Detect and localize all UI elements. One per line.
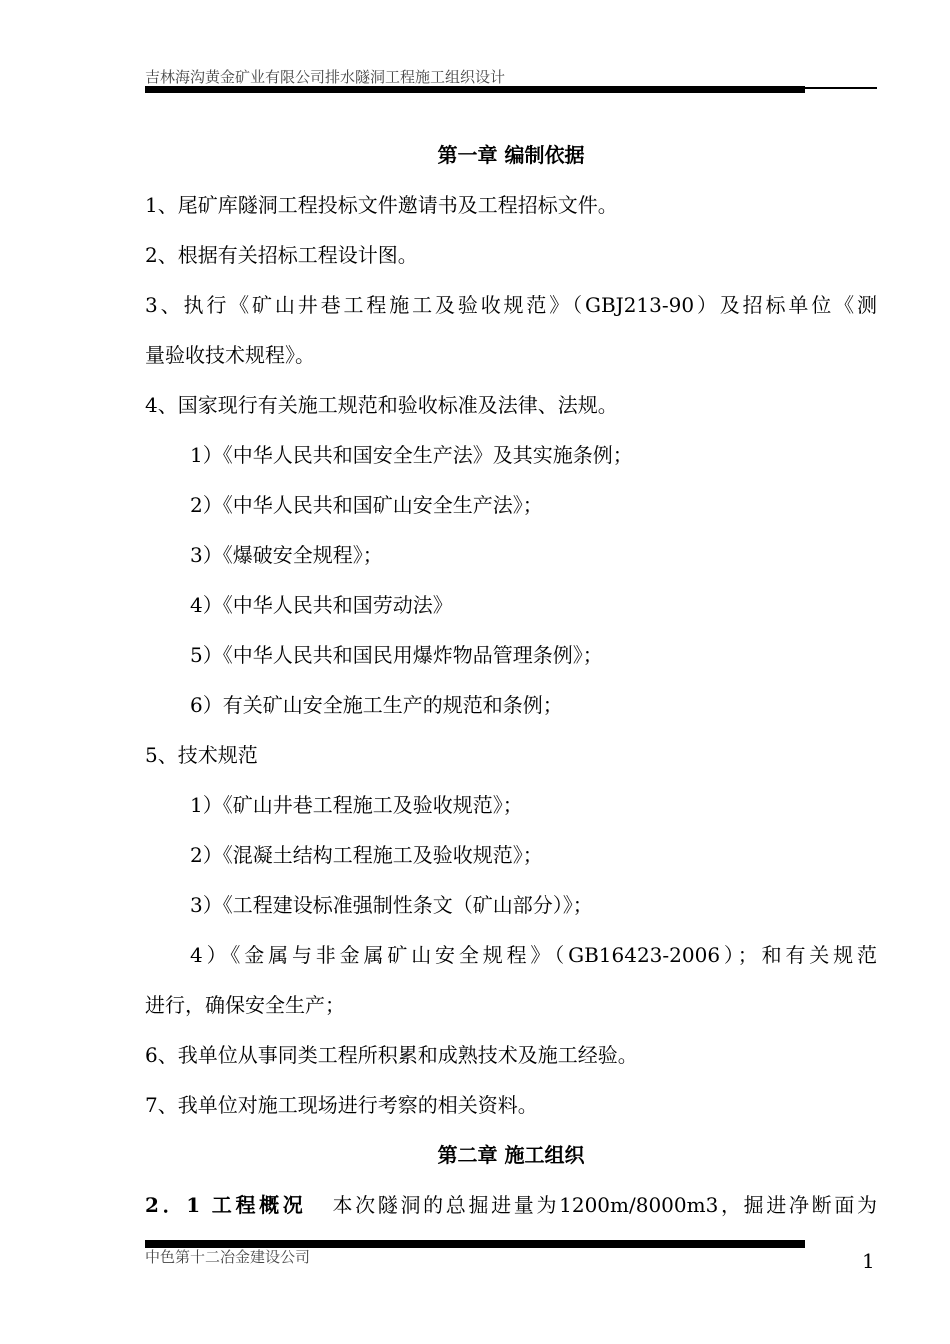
law-list-item: 4）《中华人民共和国劳动法》 (190, 593, 453, 617)
header-rule-extension (805, 87, 877, 89)
spec-list-item-4-line-1: 4）《金属与非金属矿山安全规程》（GB16423-2006）；和有关规范 (190, 943, 877, 967)
page-body (145, 130, 877, 1230)
basis-item-6: 6、我单位从事同类工程所积累和成熟技术及施工经验。 (145, 1043, 638, 1067)
law-list-item: 6）有关矿山安全施工生产的规范和条例； (190, 693, 563, 717)
basis-item-4: 4、国家现行有关施工规范和验收标准及法律、法规。 (145, 393, 618, 417)
section-2-1-text: 本次隧洞的总掘进量为1200m/8000m3，掘进净断面为 (332, 1193, 877, 1217)
law-list-item: 3）《爆破安全规程》； (190, 543, 383, 567)
basis-item-2: 2、根据有关招标工程设计图。 (145, 243, 418, 267)
basis-item-3-line-1: 3、执行《矿山井巷工程施工及验收规范》（GBJ213-90）及招标单位《测 (145, 293, 877, 317)
basis-item-5: 5、技术规范 (145, 743, 258, 767)
law-list-item: 5）《中华人民共和国民用爆炸物品管理条例》； (190, 643, 603, 667)
header-title: 吉林海沟黄金矿业有限公司排水隧洞工程施工组织设计 (145, 68, 506, 86)
basis-item-3-line-2: 量验收技术规程》。 (145, 343, 315, 367)
chapter-2-title: 第二章 施工组织 (437, 1143, 585, 1167)
law-list-item: 2）《中华人民共和国矿山安全生产法》； (190, 493, 543, 517)
spec-list-item-4-line-2: 进行，确保安全生产； (145, 993, 345, 1017)
page-number: 1 (862, 1249, 875, 1273)
spec-list-item: 3）《工程建设标准强制性条文（矿山部分）》； (190, 893, 593, 917)
header-rule (145, 86, 805, 93)
basis-item-7: 7、我单位对施工现场进行考察的相关资料。 (145, 1093, 538, 1117)
chapter-1-title: 第一章 编制依据 (437, 143, 585, 167)
basis-item-1: 1、尾矿库隧洞工程投标文件邀请书及工程招标文件。 (145, 193, 618, 217)
spec-list-item: 1）《矿山井巷工程施工及验收规范》； (190, 793, 523, 817)
law-list-item: 1）《中华人民共和国安全生产法》及其实施条例； (190, 443, 633, 467)
spec-list-item: 2）《混凝土结构工程施工及验收规范》； (190, 843, 543, 867)
footer-company: 中色第十二冶金建设公司 (145, 1248, 311, 1266)
section-2-1-heading: 2．1 工程概况 (145, 1193, 307, 1217)
section-2-1-paragraph (145, 1180, 877, 1230)
